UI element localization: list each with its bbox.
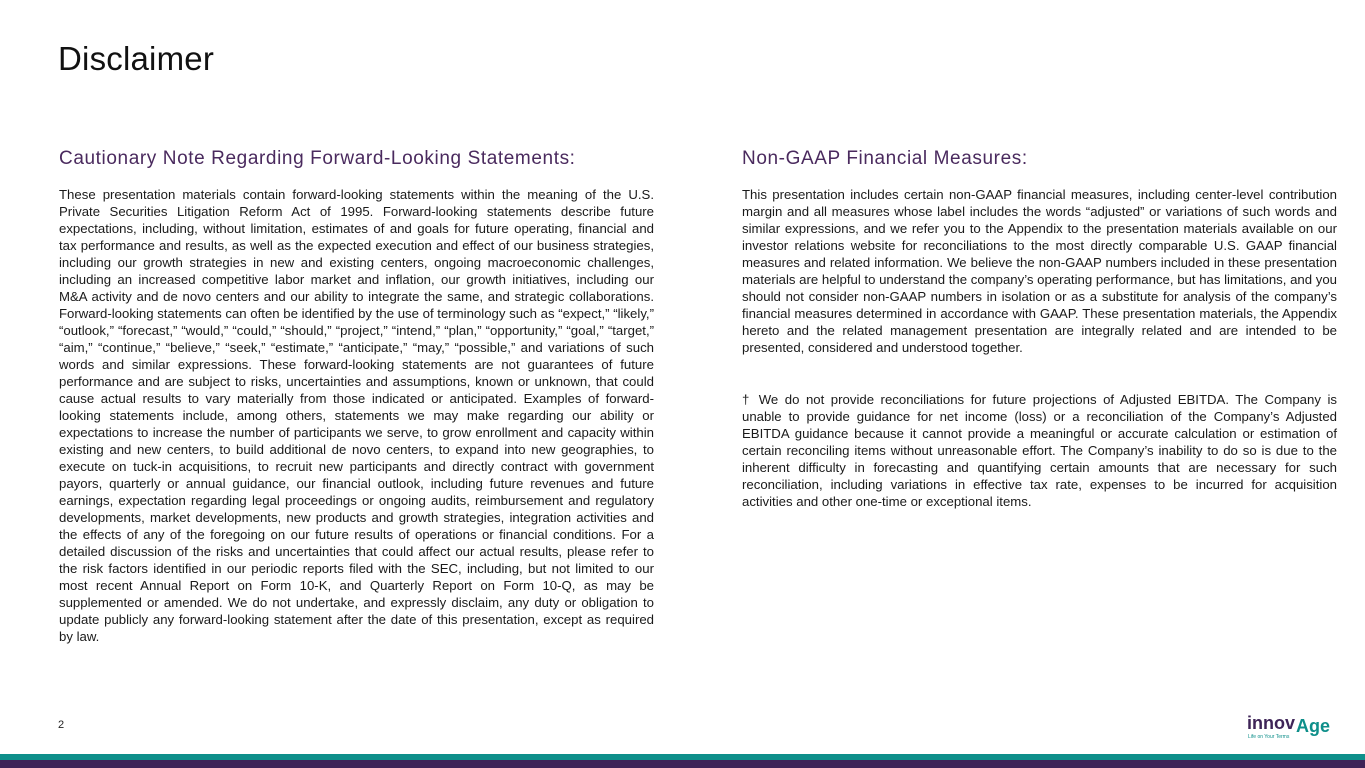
innovage-logo bbox=[1247, 712, 1337, 740]
page-title: Disclaimer bbox=[58, 40, 215, 77]
logo-wordmark-age: Age bbox=[1296, 716, 1331, 736]
forward-looking-body: These presentation materials contain forward-looking statements within the meaning of the U.S. Private Securities Litigation Reform Act of 1995. Forward-looking statements describe future expectations, including, without limitation, estimates of and goals for future operating, financial and tax performance and results, as well as the expected execution and effect of our business strategies, including our growth strategies in new and existing centers, ongoing macroeconomic challenges, including an increased competitive labor market and inflation, our growth initiatives, including our M&A activity and de novo centers and our ability to integrate the same, and strategic collaborations. Forward-looking statements can often be identified by the use of terminology such as “expect,” “likely,” “outlook,” “forecast,” “would,” “could,” “should,” “project,” “intend,” “plan,” “opportunity,” “goal,” “target,” “aim,” “continue,” “believe,” “seek,” “estimate,” “anticipate,” “may,” “possible,” and variations of such words and similar expressions. These forward-looking statements are not guarantees of future performance and are subject to risks, uncertainties and assumptions, known or unknown, that could cause actual results to vary materially from those indicated or anticipated. Examples of forward-looking statements include, among others, statements we may make regarding our ability or expectations to increase the number of participants we serve, to grow enrollment and capacity within existing and new centers, to build additional de novo centers, to expand into new geographies, to execute on tuck-in acquisitions, to recruit new participants and directly contract with government payors, quarterly or annual guidance, our financial outlook, including future revenues and future earnings, expectation regarding legal proceedings or ongoing audits, reimbursement and regulatory developments, market developments, new products and growth strategies, integration activities and the effects of any of the foregoing on our future results of operations or financial conditions. For a detailed discussion of the risks and uncertainties that could affect our actual results, please refer to the risk factors identified in our periodic reports filed with the SEC, including, but not limited to our most recent Annual Report on Form 10-K, and Quarterly Report on Form 10-Q, as may be supplemented or amended. We do not undertake, and expressly disclaim, any duty or obligation to update publicly any forward-looking statement after the date of this presentation, except as required by law. bbox=[59, 187, 654, 644]
non-gaap-heading: Non-GAAP Financial Measures: bbox=[742, 148, 1028, 169]
ebitda-footnote: † We do not provide reconciliations for future projections of Adjusted EBITDA. The Company is unable to provide guidance for net income (loss) or a reconciliation of the Company’s Adjusted EBITDA guidance because it cannot provide a meaningful or accurate calculation or estimation of certain reconciling items without unreasonable effort. The Company’s inability to do so is due to the inherent difficulty in forecasting and quantifying certain amounts that are necessary for such reconciliation, including variations in effective tax rate, expenses to be incurred for acquisition activities and other one-time or exceptional items. bbox=[742, 392, 1337, 509]
logo-tagline: Life on Your Terms bbox=[1248, 734, 1290, 740]
non-gaap-section bbox=[742, 148, 1337, 510]
forward-looking-section bbox=[59, 148, 654, 645]
forward-looking-heading: Cautionary Note Regarding Forward-Looking Statements: bbox=[59, 148, 576, 169]
logo-wordmark-innov: innov bbox=[1247, 713, 1295, 733]
page-number: 2 bbox=[58, 719, 65, 731]
non-gaap-body: This presentation includes certain non-GAAP financial measures, including center-level contribution margin and all measures whose label includes the words “adjusted” or variations of such words and similar expressions, and we refer you to the Appendix to the presentation materials available on our investor relations website for reconciliations to the most directly comparable U.S. GAAP financial measures and related information. We believe the non-GAAP numbers included in these presentation materials are helpful to understand the company’s operating performance, but has limitations, and you should not consider non-GAAP numbers in isolation or as a substitute for analysis of the company’s financial measures determined in accordance with GAAP. These presentation materials, the Appendix hereto and the related management presentation are integrally related and are intended to be presented, considered and understood together. bbox=[742, 187, 1338, 355]
footer-bar-purple bbox=[0, 760, 1365, 768]
